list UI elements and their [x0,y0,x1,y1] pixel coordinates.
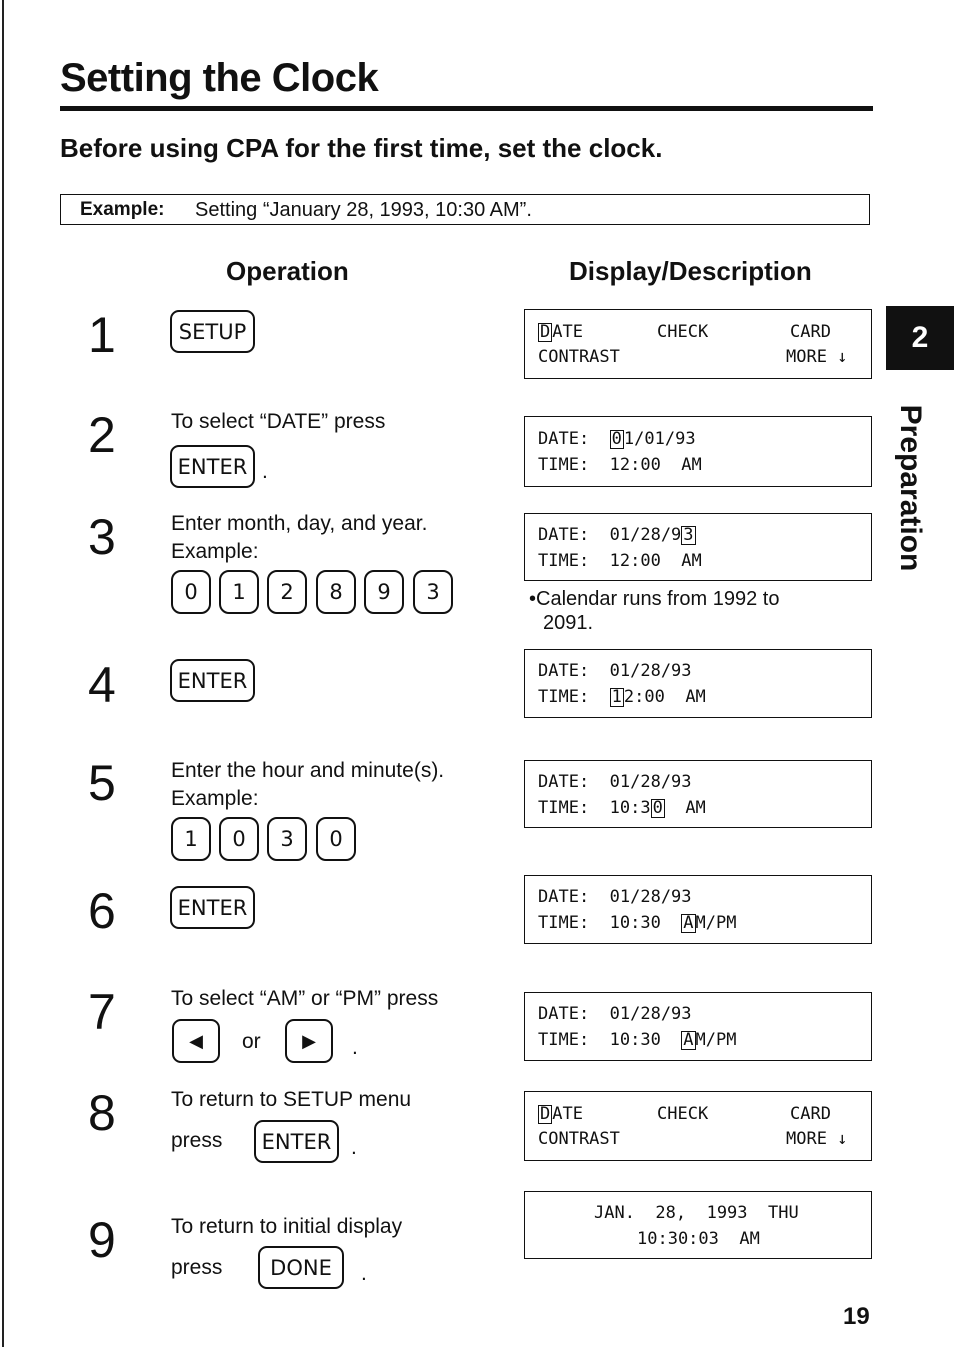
lcd-display-setup-menu [524,309,872,379]
step-number: 4 [88,657,116,713]
lcd-menu-more: MORE ↓ [786,1129,848,1149]
digit-key-3[interactable]: 3 [267,817,307,861]
page-subtitle: Before using CPA for the first time, set the clock. [60,133,663,163]
lcd-display-ampm-select [524,875,872,944]
title-underline [60,106,873,111]
step-instruction: press [171,1256,223,1279]
lcd-line: TIME: 10:3 [538,798,651,818]
lcd-display-hour-entry [524,649,872,718]
digit-key-0[interactable]: 0 [219,817,259,861]
lcd-menu-contrast: CONTRAST [538,1129,620,1149]
lcd-cursor: A [683,913,694,933]
lcd-line: TIME: 10:30 [538,913,682,933]
lcd-line: DATE: 01/28/9 [538,525,682,545]
digit-key-9[interactable]: 9 [364,570,404,614]
step-period: . [262,460,268,483]
lcd-line: AM [664,798,706,818]
enter-key[interactable]: ENTER [170,445,255,488]
step-number: 8 [88,1085,116,1141]
enter-key[interactable]: ENTER [170,886,255,929]
lcd-cursor: 3 [683,525,694,545]
lcd-cursor: 0 [652,798,663,818]
chapter-tab: 2 [886,306,954,370]
lcd-line: M/PM [695,1030,737,1050]
lcd-line: DATE: 01/28/93 [538,1004,692,1024]
step-number: 6 [88,883,116,939]
example-box [60,194,870,225]
step-instruction: To select “DATE” press [171,410,386,433]
lcd-menu-check: CHECK [657,322,709,342]
step-number: 2 [88,407,116,463]
lcd-menu-contrast: CONTRAST [538,347,620,367]
page-number: 19 [843,1303,870,1330]
done-key[interactable]: DONE [258,1246,344,1289]
lcd-cursor: D [540,322,551,342]
lcd-time-line: 10:30:03 AM [637,1229,760,1249]
lcd-line: TIME: 10:30 [538,1030,682,1050]
digit-key-3[interactable]: 3 [413,570,453,614]
step-instruction: To return to SETUP menu [171,1088,412,1111]
step-period: . [352,1036,358,1059]
lcd-menu-date: ATE [552,322,583,342]
lcd-menu-check: CHECK [657,1104,709,1124]
lcd-menu-more: MORE ↓ [786,347,848,367]
lcd-display-ampm-toggle [524,992,872,1061]
lcd-line: DATE: 01/28/93 [538,887,692,907]
calendar-note: 2091. [543,612,594,634]
page-title: Setting the Clock [60,56,379,100]
step-period: . [351,1136,357,1159]
lcd-date-line: JAN. 28, 1993 THU [594,1203,799,1223]
lcd-line: 1/01/93 [623,429,696,449]
lcd-line: TIME: 12:00 AM [538,551,702,571]
step-number: 7 [88,984,116,1040]
lcd-menu-card: CARD [790,322,831,342]
lcd-display-date-entered [524,513,872,581]
lcd-display-time-entered [524,760,872,828]
lcd-cursor: D [540,1104,551,1124]
step-instruction: Enter month, day, and year. [171,512,428,535]
or-text: or [242,1030,261,1053]
lcd-menu-date: ATE [552,1104,583,1124]
step-instruction: Example: [171,540,259,563]
lcd-menu-card: CARD [790,1104,831,1124]
lcd-display-initial [524,1191,872,1259]
lcd-cursor: 1 [611,687,622,707]
lcd-line: DATE: 01/28/93 [538,661,692,681]
enter-key[interactable]: ENTER [170,659,255,702]
digit-key-0[interactable]: 0 [316,817,356,861]
chapter-side-label: Preparation [894,404,927,572]
step-instruction: Enter the hour and minute(s). [171,759,445,782]
digit-key-2[interactable]: 2 [267,570,307,614]
left-arrow-key[interactable]: ◀ [172,1019,220,1063]
lcd-line: 2:00 AM [623,687,706,707]
enter-key[interactable]: ENTER [254,1120,339,1163]
example-text: Setting “January 28, 1993, 10:30 AM”. [195,199,532,221]
setup-key[interactable]: SETUP [170,310,255,353]
lcd-display-setup-return [524,1091,872,1161]
digit-key-0[interactable]: 0 [171,570,211,614]
right-arrow-key[interactable]: ▶ [285,1019,333,1063]
page-edge-rule [2,0,4,1347]
lcd-line: M/PM [695,913,737,933]
step-instruction: To return to initial display [171,1215,403,1238]
display-heading: Display/Description [569,256,812,286]
lcd-line: TIME: [538,687,610,707]
digit-key-1[interactable]: 1 [171,817,211,861]
step-number: 1 [88,307,116,363]
step-instruction: To select “AM” or “PM” press [171,987,439,1010]
lcd-line: DATE: 01/28/93 [538,772,692,792]
step-instruction: press [171,1129,223,1152]
step-period: . [361,1262,367,1285]
step-instruction: Example: [171,787,259,810]
lcd-line: DATE: [538,429,610,449]
operation-heading: Operation [226,256,349,286]
example-label: Example: [80,199,165,220]
calendar-note: •Calendar runs from 1992 to [529,588,780,610]
lcd-cursor: A [683,1030,694,1050]
step-number: 3 [88,509,116,565]
lcd-line: TIME: 12:00 AM [538,455,702,475]
digit-key-1[interactable]: 1 [219,570,259,614]
step-number: 5 [88,755,116,811]
lcd-display-date-entry [524,416,872,487]
lcd-cursor: 0 [611,429,622,449]
digit-key-8[interactable]: 8 [316,570,356,614]
step-number: 9 [88,1212,116,1268]
